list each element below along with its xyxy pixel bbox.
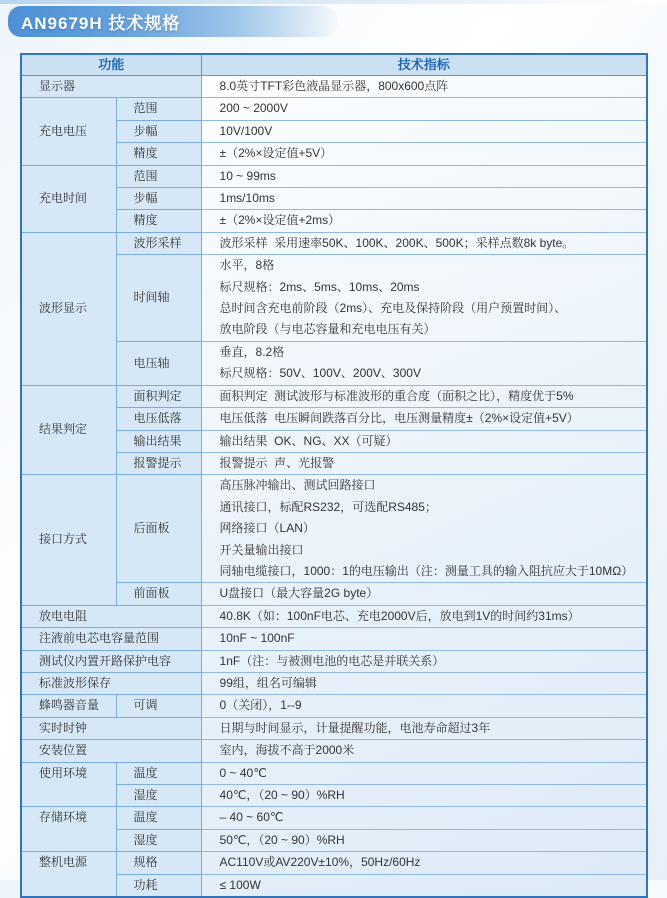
sub-function-label: 报警提示 — [116, 452, 201, 474]
spec-value-cell — [201, 341, 647, 385]
spec-value-cell — [201, 120, 647, 142]
sub-function-label: 电压轴 — [116, 341, 201, 385]
spec-value-line: 200 ~ 2000V — [219, 101, 288, 116]
spec-row — [21, 165, 647, 187]
spec-value-cell — [201, 232, 647, 254]
spec-value-line: 10nF ~ 100nF — [219, 631, 295, 646]
spec-value-line: 水平，8格 — [219, 258, 275, 273]
spec-value-line: 10V/100V — [219, 123, 273, 138]
spec-value-line: 高压脉冲输出、测试回路接口 — [219, 478, 376, 493]
sub-function-label: 电压低落 — [116, 408, 201, 430]
spec-value-cell — [201, 852, 647, 874]
spec-value-line: 标尺规格：2ms、5ms、10ms、20ms — [219, 279, 420, 294]
spec-value-line: 8.0英寸TFT彩色液晶显示器，800x600点阵 — [219, 79, 449, 93]
title-banner — [8, 6, 338, 37]
spec-value-line: 输出结果 OK、NG、XX（可疑） — [219, 433, 398, 448]
sub-function-label: 后面板 — [116, 475, 201, 583]
spec-value-line: ±（2%×设定值+5V） — [219, 146, 333, 161]
sub-function-label: 规格 — [116, 852, 201, 874]
spec-row — [21, 98, 647, 120]
spec-value-line: 1nF（注：与被测电池的电芯是并联关系） — [219, 653, 445, 668]
spec-value-cell — [201, 143, 647, 165]
spec-value-line: 0 ~ 40℃ — [219, 765, 267, 780]
page-title: AN9679H 技术规格 — [21, 14, 181, 33]
spec-row — [21, 672, 647, 694]
spec-value-line: 总时间含充电前阶段（2ms）、充电及保持阶段（用户预置时间）、 — [219, 301, 567, 316]
function-label: 结果判定 — [21, 385, 116, 475]
spec-row — [21, 385, 647, 407]
sub-function-label: 可调 — [116, 695, 201, 717]
spec-value-cell — [201, 98, 647, 120]
function-label: 实时时钟 — [21, 717, 201, 739]
spec-value-cell — [201, 385, 647, 407]
table-header-row — [21, 54, 647, 76]
spec-value-cell — [201, 695, 647, 717]
function-label: 测试仪内置开路保护电容 — [21, 650, 201, 672]
spec-value-cell — [201, 605, 647, 627]
spec-value-line: 垂直，8.2格 — [219, 344, 285, 359]
spec-value-cell — [201, 583, 647, 605]
spec-value-cell — [201, 650, 647, 672]
sub-function-label: 温度 — [116, 762, 201, 784]
function-label: 注液前电芯电容量范围 — [21, 628, 201, 650]
function-label: 接口方式 — [21, 475, 116, 605]
spec-row — [21, 852, 647, 874]
spec-value-line: 10 ~ 99ms — [219, 168, 276, 183]
sub-function-label: 湿度 — [116, 829, 201, 851]
spec-value-cell — [201, 475, 647, 583]
spec-value-line: 面积判定 测试波形与标准波形的重合度（面积之比），精度优于5% — [219, 388, 574, 403]
spec-row — [21, 717, 647, 739]
spec-value-cell — [201, 717, 647, 739]
sub-function-label: 范围 — [116, 98, 201, 120]
sub-function-label: 步幅 — [116, 120, 201, 142]
spec-value-line: 放电阶段（与电芯容量和充电电压有关） — [219, 322, 436, 337]
function-label: 充电电压 — [21, 98, 116, 165]
spec-value-cell — [201, 829, 647, 851]
sub-function-label: 精度 — [116, 143, 201, 165]
top-gradient-strip — [0, 0, 667, 4]
sub-function-label: 湿度 — [116, 785, 201, 807]
spec-row — [21, 650, 647, 672]
spec-value-cell — [201, 76, 647, 98]
spec-value-cell — [201, 762, 647, 784]
spec-value-line: 1ms/10ms — [219, 191, 275, 206]
function-label: 波形显示 — [21, 232, 116, 385]
spec-value-line: 波形采样 采用速率50K、100K、200K、500K；采样点数8k byte。 — [219, 235, 575, 250]
sub-function-label: 波形采样 — [116, 232, 201, 254]
spec-value-cell — [201, 452, 647, 474]
spec-value-line: AC110V或AV220V±10%，50Hz/60Hz — [219, 855, 421, 870]
spec-value-cell — [201, 165, 647, 187]
spec-row — [21, 475, 647, 583]
function-label: 充电时间 — [21, 165, 116, 232]
spec-value-line: U盘接口（最大容量2G byte） — [219, 586, 379, 601]
spec-row — [21, 76, 647, 98]
spec-value-line: 室内，海拔不高于2000米 — [219, 743, 355, 758]
spec-value-line: 40℃，（20 ~ 90）%RH — [219, 788, 345, 802]
function-label: 标准波形保存 — [21, 672, 201, 694]
function-label: 整机电源 — [21, 852, 116, 897]
spec-value-cell — [201, 740, 647, 762]
spec-value-line: 网络接口（LAN） — [219, 521, 315, 536]
spec-value-line: 通讯接口，标配RS232，可选配RS485； — [219, 499, 437, 514]
function-label: 放电电阻 — [21, 605, 201, 627]
spec-row — [21, 628, 647, 650]
spec-row — [21, 232, 647, 254]
spec-value-line: 报警提示 声、光报警 — [219, 455, 335, 470]
spec-value-line: ≤ 100W — [219, 877, 261, 892]
spec-value-line: 日期与时间显示，计量提醒功能，电池寿命超过3年 — [219, 720, 491, 735]
spec-value-line: 99组，组名可编辑 — [219, 675, 317, 690]
function-label: 存储环境 — [21, 807, 116, 852]
spec-value-cell — [201, 430, 647, 452]
spec-row — [21, 740, 647, 762]
spec-value-line: 同轴电缆接口，1000：1的电压输出（注：测量工具的输入阻抗应大于10MΩ） — [219, 563, 634, 578]
sub-function-label: 温度 — [116, 807, 201, 829]
spec-value-cell — [201, 255, 647, 342]
spec-value-line: 标尺规格：50V、100V、200V、300V — [219, 366, 421, 381]
spec-table-body — [21, 76, 647, 898]
spec-value-cell — [201, 210, 647, 232]
spec-value-cell — [201, 628, 647, 650]
spec-value-line: 开关量输出接口 — [219, 542, 304, 557]
function-label: 显示器 — [21, 76, 201, 98]
spec-value-line: 50℃，（20 ~ 90）%RH — [219, 832, 345, 847]
function-label: 使用环境 — [21, 762, 116, 807]
sub-function-label: 面积判定 — [116, 385, 201, 407]
column-header-function: 功能 — [21, 54, 201, 76]
sub-function-label: 功耗 — [116, 874, 201, 897]
column-header-spec: 技术指标 — [201, 54, 647, 76]
function-label: 蜂鸣器音量 — [21, 695, 116, 717]
spec-value-cell — [201, 785, 647, 807]
sub-function-label: 前面板 — [116, 583, 201, 605]
sub-function-label: 输出结果 — [116, 430, 201, 452]
spec-value-line: 40.8K（如：100nF电芯、充电2000V后，放电到1V的时间约31ms） — [219, 608, 580, 623]
sub-function-label: 精度 — [116, 210, 201, 232]
spec-value-cell — [201, 672, 647, 694]
sub-function-label: 步幅 — [116, 188, 201, 210]
sub-function-label: 范围 — [116, 165, 201, 187]
spec-row — [21, 807, 647, 829]
spec-value-cell — [201, 874, 647, 897]
spec-row — [21, 762, 647, 784]
spec-value-line: ±（2%×设定值+2ms） — [219, 213, 341, 228]
sub-function-label: 时间轴 — [116, 255, 201, 342]
spec-value-line: 0（关闭），1--9 — [219, 698, 302, 713]
spec-value-cell — [201, 188, 647, 210]
spec-value-cell — [201, 408, 647, 430]
function-label: 安装位置 — [21, 740, 201, 762]
spec-value-line: 电压低落 电压瞬间跌落百分比，电压测量精度±（2%×设定值+5V） — [219, 411, 579, 426]
spec-table — [20, 53, 648, 898]
spec-row — [21, 605, 647, 627]
spec-value-cell — [201, 807, 647, 829]
spec-row — [21, 695, 647, 717]
spec-value-line: – 40 ~ 60℃ — [219, 810, 284, 825]
